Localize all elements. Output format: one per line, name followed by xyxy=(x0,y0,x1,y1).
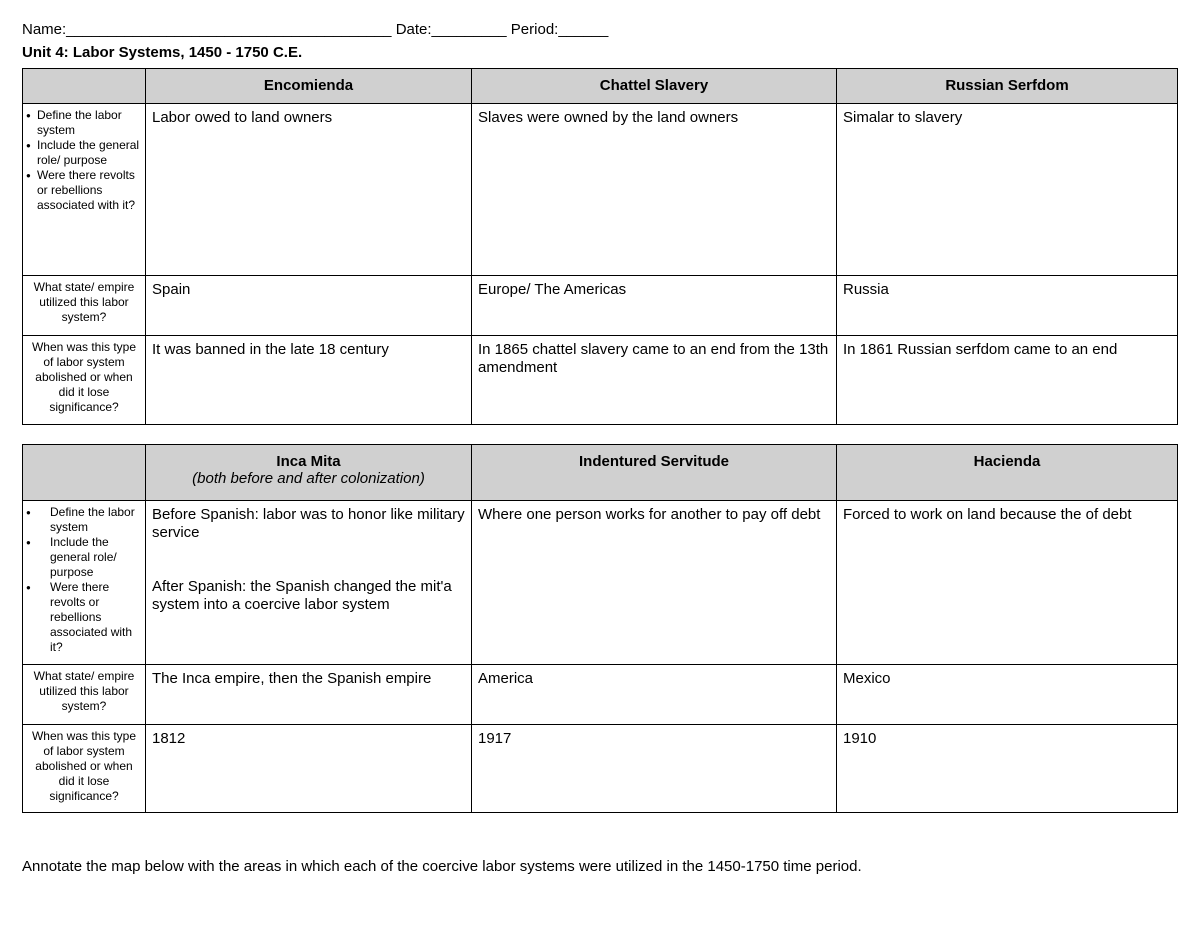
row-prompt-state xyxy=(23,276,146,336)
column-header-encomienda: Encomienda xyxy=(146,69,472,104)
row-prompt-state xyxy=(23,665,146,725)
row-prompt-define xyxy=(23,104,146,276)
answer-cell[interactable]: The Inca empire, then the Spanish empire xyxy=(146,665,472,725)
column-header-russian-serfdom: Russian Serfdom xyxy=(837,69,1178,104)
column-header-label: Inca Mita xyxy=(276,453,341,470)
prompt-bullet: ● Define the labor system xyxy=(26,108,142,138)
prompt-text: What state/ empire utilized this labor system? xyxy=(33,280,135,324)
answer-cell[interactable]: Labor owed to land owners xyxy=(146,104,472,276)
answer-cell[interactable]: Spain xyxy=(146,276,472,336)
spacer xyxy=(152,542,465,578)
column-header-indentured-servitude: Indentured Servitude xyxy=(472,445,837,501)
row-prompt-abolished: When was this type of labor system abolished or when did it lose significance? xyxy=(23,725,146,813)
prompt-bullet: ● Include the general role/ purpose xyxy=(26,535,142,580)
corner-cell xyxy=(23,69,146,104)
row-prompt-define xyxy=(23,501,146,665)
column-header-subtitle: (both before and after colonization) xyxy=(192,470,425,487)
answer-text: Before Spanish: labor was to honor like military service xyxy=(152,506,465,541)
answer-cell[interactable]: Mexico xyxy=(837,665,1178,725)
answer-cell[interactable]: Simalar to slavery xyxy=(837,104,1178,276)
answer-cell[interactable]: Russia xyxy=(837,276,1178,336)
answer-cell[interactable]: Europe/ The Americas xyxy=(472,276,837,336)
prompt-bullet: ● Define the labor system xyxy=(26,505,142,535)
prompt-bullet: ● Include the general role/ purpose xyxy=(26,138,142,168)
answer-cell[interactable]: It was banned in the late 18 century xyxy=(146,336,472,425)
map-instruction: Annotate the map below with the areas in which each of the coercive labor systems were utilized in the 1450-1750 time period. xyxy=(22,858,862,875)
prompt-bullet: ● Were there revolts or rebellions associated with it? xyxy=(26,580,142,655)
prompt-text: What state/ empire utilized this labor system? xyxy=(33,669,135,713)
answer-cell[interactable]: Where one person works for another to pay off debt xyxy=(472,501,837,665)
answer-text: After Spanish: the Spanish changed the mit'a system into a coercive labor system xyxy=(152,578,452,613)
answer-cell[interactable]: Forced to work on land because the of debt xyxy=(837,501,1178,665)
name-date-period-line: Name:_______________________________________ Date:_________ Period:______ xyxy=(22,21,609,38)
answer-cell[interactable]: In 1861 Russian serfdom came to an end xyxy=(837,336,1178,425)
labor-systems-table-1 xyxy=(22,68,1178,425)
column-header-chattel-slavery: Chattel Slavery xyxy=(472,69,837,104)
row-prompt-abolished: When was this type of labor system abolished or when did it lose significance? xyxy=(23,336,146,425)
page-title: Unit 4: Labor Systems, 1450 - 1750 C.E. xyxy=(22,44,303,61)
answer-cell[interactable]: 1917 xyxy=(472,725,837,813)
corner-cell xyxy=(23,445,146,501)
prompt-bullet: ● Were there revolts or rebellions associated with it? xyxy=(26,168,142,213)
column-header-inca-mita xyxy=(146,445,472,501)
labor-systems-table-2 xyxy=(22,444,1178,813)
answer-cell[interactable]: 1910 xyxy=(837,725,1178,813)
answer-cell[interactable]: 1812 xyxy=(146,725,472,813)
answer-cell[interactable]: In 1865 chattel slavery came to an end from the 13th amendment xyxy=(472,336,837,425)
answer-cell[interactable] xyxy=(146,501,472,665)
column-header-hacienda: Hacienda xyxy=(837,445,1178,501)
answer-cell[interactable]: America xyxy=(472,665,837,725)
answer-cell[interactable]: Slaves were owned by the land owners xyxy=(472,104,837,276)
